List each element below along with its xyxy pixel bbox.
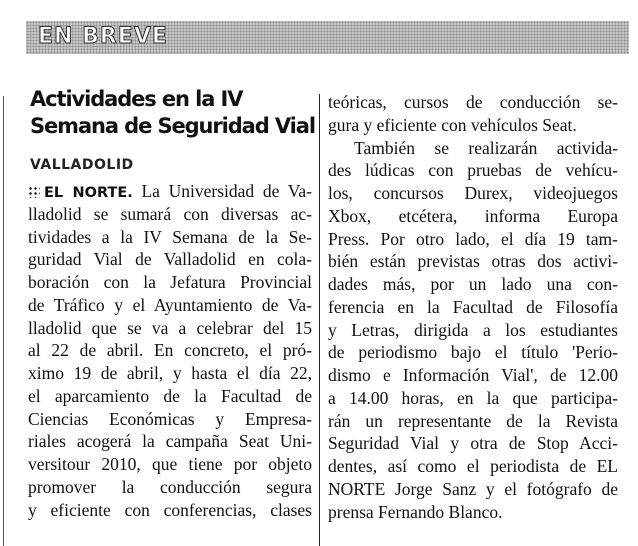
body-line: dades más, por un lado una con- — [328, 274, 618, 294]
article-body-column-2 — [328, 91, 618, 523]
body-line: dismo e Información Vial', de 12.00 — [328, 365, 618, 385]
article-body-column-1 — [28, 180, 312, 521]
first-line — [28, 180, 312, 203]
source-label: EL NORTE. — [44, 185, 133, 201]
bullet-dots-icon — [28, 186, 40, 198]
body-text: La Universidad de Va- — [141, 181, 312, 201]
headline-line: Semana de Seguridad Vial — [30, 114, 315, 138]
body-line: ferencia en la Facultad de Filosofía — [328, 296, 618, 317]
body-line: dentes, así como el periodista de EL — [328, 456, 618, 476]
column-divider — [319, 94, 320, 546]
headline — [30, 86, 315, 140]
body-line: gura y eficiente con vehículos Seat. — [328, 114, 577, 135]
body-line: tividades a la IV Semana de la Se- — [28, 226, 312, 247]
body-line: Seguridad Vial y otra de Stop Acci- — [328, 433, 618, 454]
body-line: teóricas, cursos de conducción se- — [328, 92, 618, 112]
body-line: y eficiente con conferencias, clases — [28, 499, 312, 520]
body-line: riales acogerá la campaña Seat Uni- — [28, 431, 312, 452]
section-banner — [26, 21, 629, 54]
body-line: Ciencias Económicas y Empresa- — [28, 408, 312, 429]
body-line: los, concursos Durex, videojuegos — [328, 183, 618, 203]
body-line: lladolid se sumará con diversas ac- — [28, 203, 312, 224]
body-line: ximo 19 de abril, y hasta el día 22, — [28, 363, 312, 383]
body-line: promover la conducción segura — [28, 476, 312, 497]
paragraph-first-line: También se realizarán activida- — [354, 137, 618, 158]
body-line: el aparcamiento de la Facultad de — [28, 385, 312, 406]
body-line: NORTE Jorge Sanz y el fotógrafo de — [328, 478, 618, 499]
left-column-rule — [3, 96, 4, 546]
body-line: de periodismo bajo el título 'Perio- — [328, 342, 618, 363]
body-line: a 14.00 horas, en la que participa- — [328, 387, 618, 408]
body-line: versitour 2010, que tiene por objeto — [28, 454, 312, 474]
headline-line: Actividades en la IV — [30, 87, 243, 111]
dateline: VALLADOLID — [30, 157, 134, 173]
body-line: des lúdicas con pruebas de vehícu- — [328, 160, 618, 181]
body-line: boración con la Jefatura Provincial — [28, 272, 312, 292]
body-line: lladolid que se va a celebrar del 15 — [28, 317, 312, 338]
body-line: rán un representante de la Revista — [328, 410, 618, 431]
body-line: de Tráfico y el Ayuntamiento de Va- — [28, 294, 312, 315]
body-line: bién están previstas otras dos activi- — [328, 251, 618, 272]
body-line: al 22 de abril. En concreto, el pró- — [28, 340, 312, 361]
section-label: EN BREVE — [38, 24, 168, 49]
body-line: Press. Por otro lado, el día 19 tam- — [328, 228, 618, 249]
body-line: guridad Vial de Valladolid en cola- — [28, 249, 312, 270]
body-line: y Letras, dirigida a los estudiantes — [328, 319, 618, 340]
body-line: Xbox, etcétera, informa Europa — [328, 205, 618, 226]
body-line: prensa Fernando Blanco. — [328, 501, 503, 522]
